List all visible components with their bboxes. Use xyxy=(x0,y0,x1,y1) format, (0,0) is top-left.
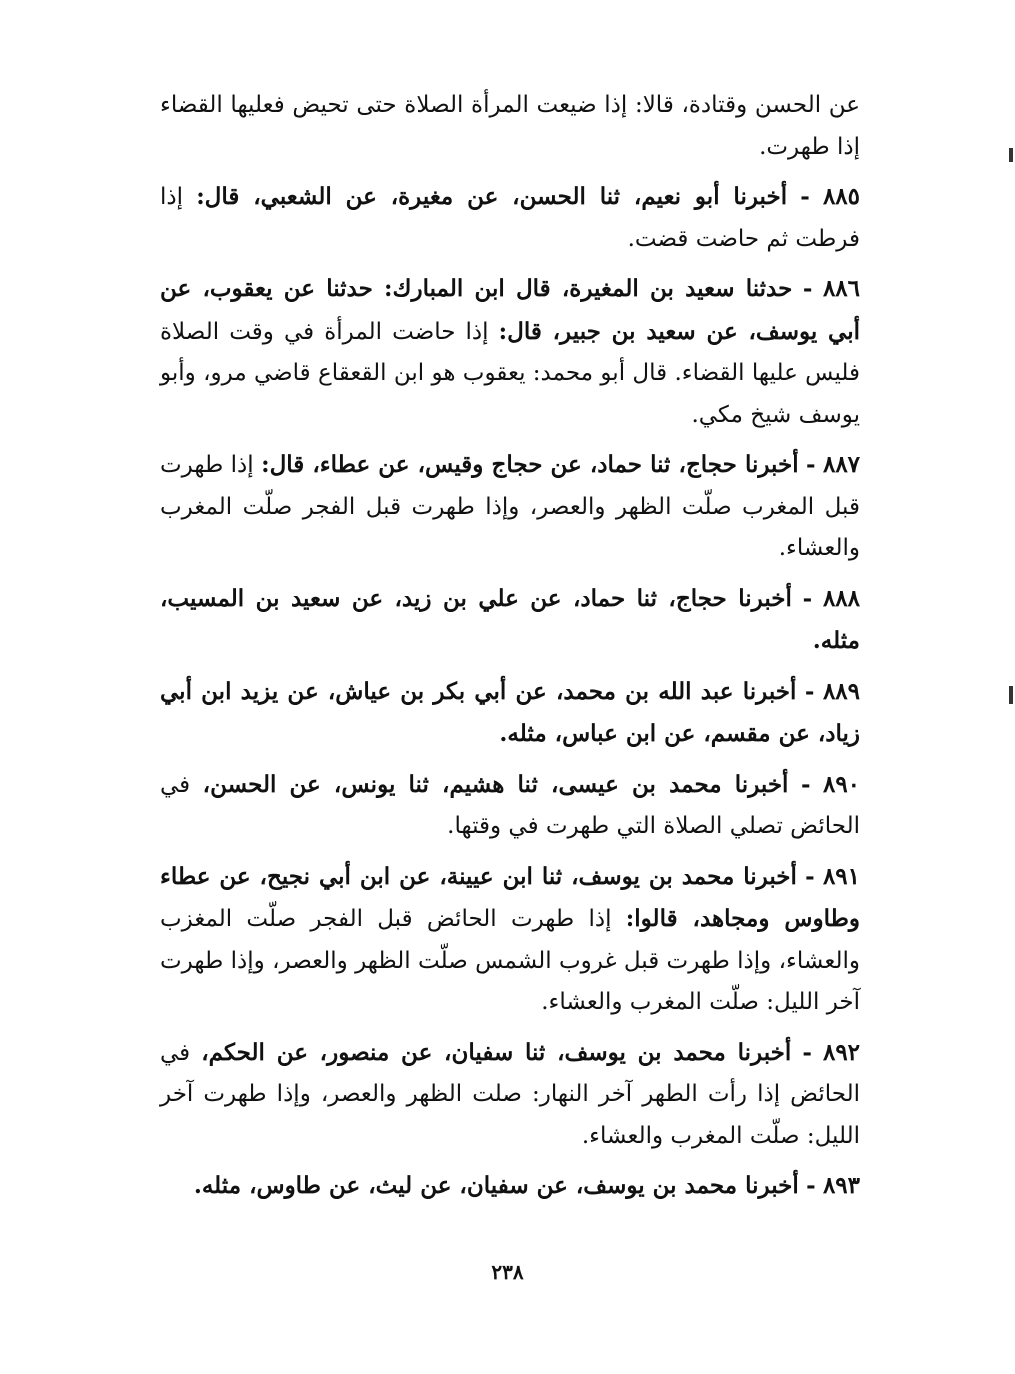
paragraph-886: ٨٨٦ - حدثنا سعيد بن المغيرة، قال ابن المبارك: حدثنا عن يعقوب، عن أبي يوسف، عن سعيد بن جبير، قال: إذا حاضت المرأة في وقت الصلاة فليس عليها القضاء. قال أبو محمد: يعقوب هو ابن القعقاع قاضي مرو، وأبو يوسف شيخ مكي. xyxy=(160,275,861,428)
scan-edge-mark xyxy=(1009,148,1013,162)
hadith-number: ٨٩٠ xyxy=(822,770,861,798)
hadith-number: ٨٨٩ xyxy=(822,677,861,705)
paragraph-887: ٨٨٧ - أخبرنا حجاج، ثنا حماد، عن حجاج وقيس، عن عطاء، قال: إذا طهرت قبل المغرب صلّت الظهر والعصر، وإذا طهرت قبل الفجر صلّت المغرب والعشاء. xyxy=(160,451,861,561)
text-block xyxy=(160,84,860,1208)
paragraph-text: إذا حاضت المرأة في وقت الصلاة فليس عليها القضاء. قال أبو محمد: يعقوب هو ابن القعقاع قاضي مرو، وأبو يوسف شيخ مكي. xyxy=(160,318,860,428)
hadith-number: ٨٩٣ xyxy=(822,1172,860,1199)
hadith-number: ٨٨٧ xyxy=(822,451,861,478)
paragraph-884-continuation xyxy=(160,84,860,168)
paragraph-lead: أخبرنا محمد بن يوسف، عن سفيان، عن ليث، عن طاوس، مثله. xyxy=(193,1172,799,1199)
hadith-number: ٨٨٦ xyxy=(822,275,860,302)
paragraph-lead: أخبرنا محمد بن يوسف، ثنا ابن عيينة، عن ابن أبي نجيح، عن عطاء وطاوس ومجاهد، قالوا: xyxy=(160,862,861,932)
paragraph-890: ٨٩٠ - أخبرنا محمد بن عيسى، ثنا هشيم، ثنا يونس، عن الحسن، في الحائض تصلي الصلاة التي طهرت في وقتها. xyxy=(160,770,861,839)
paragraph-lead: أخبرنا عبد الله بن محمد، عن أبي بكر بن عياش، عن يزيد ابن أبي زياد، عن مقسم، عن ابن عباس، مثله. xyxy=(160,677,860,747)
paragraph-text: إذا طهرت الحائض قبل الفجر صلّت المغزب والعشاء، وإذا طهرت قبل غروب الشمس صلّت الظهر والعصر، وإذا طهرت آخر الليل: صلّت المغرب والعشاء. xyxy=(160,906,860,1015)
paragraph-892: ٨٩٢ - أخبرنا محمد بن يوسف، ثنا سفيان، عن منصور، عن الحكم، في الحائض إذا رأت الطهر آخر النهار: صلت الظهر والعصر، وإذا طهرت آخر الليل: صلّت المغرب والعشاء. xyxy=(160,1038,861,1149)
paragraph-889: ٨٨٩ - أخبرنا عبد الله بن محمد، عن أبي بكر بن عياش، عن يزيد ابن أبي زياد، عن مقسم، عن ابن عباس، مثله. xyxy=(160,677,861,747)
scan-edge-mark xyxy=(1009,686,1013,704)
paragraph-text: إذا طهرت قبل المغرب صلّت الظهر والعصر، وإذا طهرت قبل الفجر صلّت المغرب والعشاء. xyxy=(160,452,860,561)
paragraph-888: ٨٨٨ - أخبرنا حجاج، ثنا حماد، عن علي بن زيد، عن سعيد بن المسيب، مثله. xyxy=(160,584,861,654)
hadith-number: ٨٩٢ xyxy=(822,1038,861,1066)
paragraph-lead: أخبرنا محمد بن عيسى، ثنا هشيم، ثنا يونس، عن الحسن، xyxy=(202,770,789,798)
paragraph-text: إذا فرطت ثم حاضت قضت. xyxy=(160,184,860,252)
paragraph-lead: أخبرنا حجاج، ثنا حماد، عن حجاج وقيس، عن عطاء، قال: xyxy=(261,451,799,478)
paragraph-lead: أخبرنا محمد بن يوسف، ثنا سفيان، عن منصور، عن الحكم، xyxy=(201,1038,792,1066)
paragraph-893: ٨٩٣ - أخبرنا محمد بن يوسف، عن سفيان، عن ليث، عن طاوس، مثله. xyxy=(193,1172,860,1199)
page-number: ٢٣٨ xyxy=(491,1260,524,1284)
paragraph-text: في الحائض إذا رأت الطهر آخر النهار: صلت الظهر والعصر، وإذا طهرت آخر الليل: صلّت المغرب والعشاء. xyxy=(160,1039,860,1149)
paragraph-text: في الحائض تصلي الصلاة التي طهرت في وقتها. xyxy=(160,771,860,839)
paragraph-lead: أخبرنا أبو نعيم، ثنا الحسن، عن مغيرة، عن الشعبي، قال: xyxy=(196,183,788,210)
paragraph-text: عن الحسن وقتادة، قالا: إذا ضيعت المرأة الصلاة حتى تحيض فعليها القضاء إذا طهرت. xyxy=(160,92,860,160)
paragraph-891: ٨٩١ - أخبرنا محمد بن يوسف، ثنا ابن عيينة، عن ابن أبي نجيح، عن عطاء وطاوس ومجاهد، قالوا: إذا طهرت الحائض قبل الفجر صلّت المغزب والعشاء، وإذا طهرت قبل غروب الشمس صلّت الظهر والعصر، وإذا طهرت آخر الليل: صلّت المغرب والعشاء. xyxy=(160,862,861,1015)
hadith-number: ٨٨٥ xyxy=(822,183,861,210)
hadith-number: ٨٨٨ xyxy=(822,584,861,612)
paragraph-885: ٨٨٥ - أخبرنا أبو نعيم، ثنا الحسن، عن مغيرة، عن الشعبي، قال: إذا فرطت ثم حاضت قضت. xyxy=(160,183,861,252)
paragraph-lead: أخبرنا حجاج، ثنا حماد، عن علي بن زيد، عن سعيد بن المسيب، مثله. xyxy=(160,584,860,654)
paragraph-lead: حدثنا سعيد بن المغيرة، قال ابن المبارك: حدثنا عن يعقوب، عن أبي يوسف، عن سعيد بن جبير، قال: xyxy=(160,275,861,345)
hadith-number: ٨٩١ xyxy=(822,862,861,890)
